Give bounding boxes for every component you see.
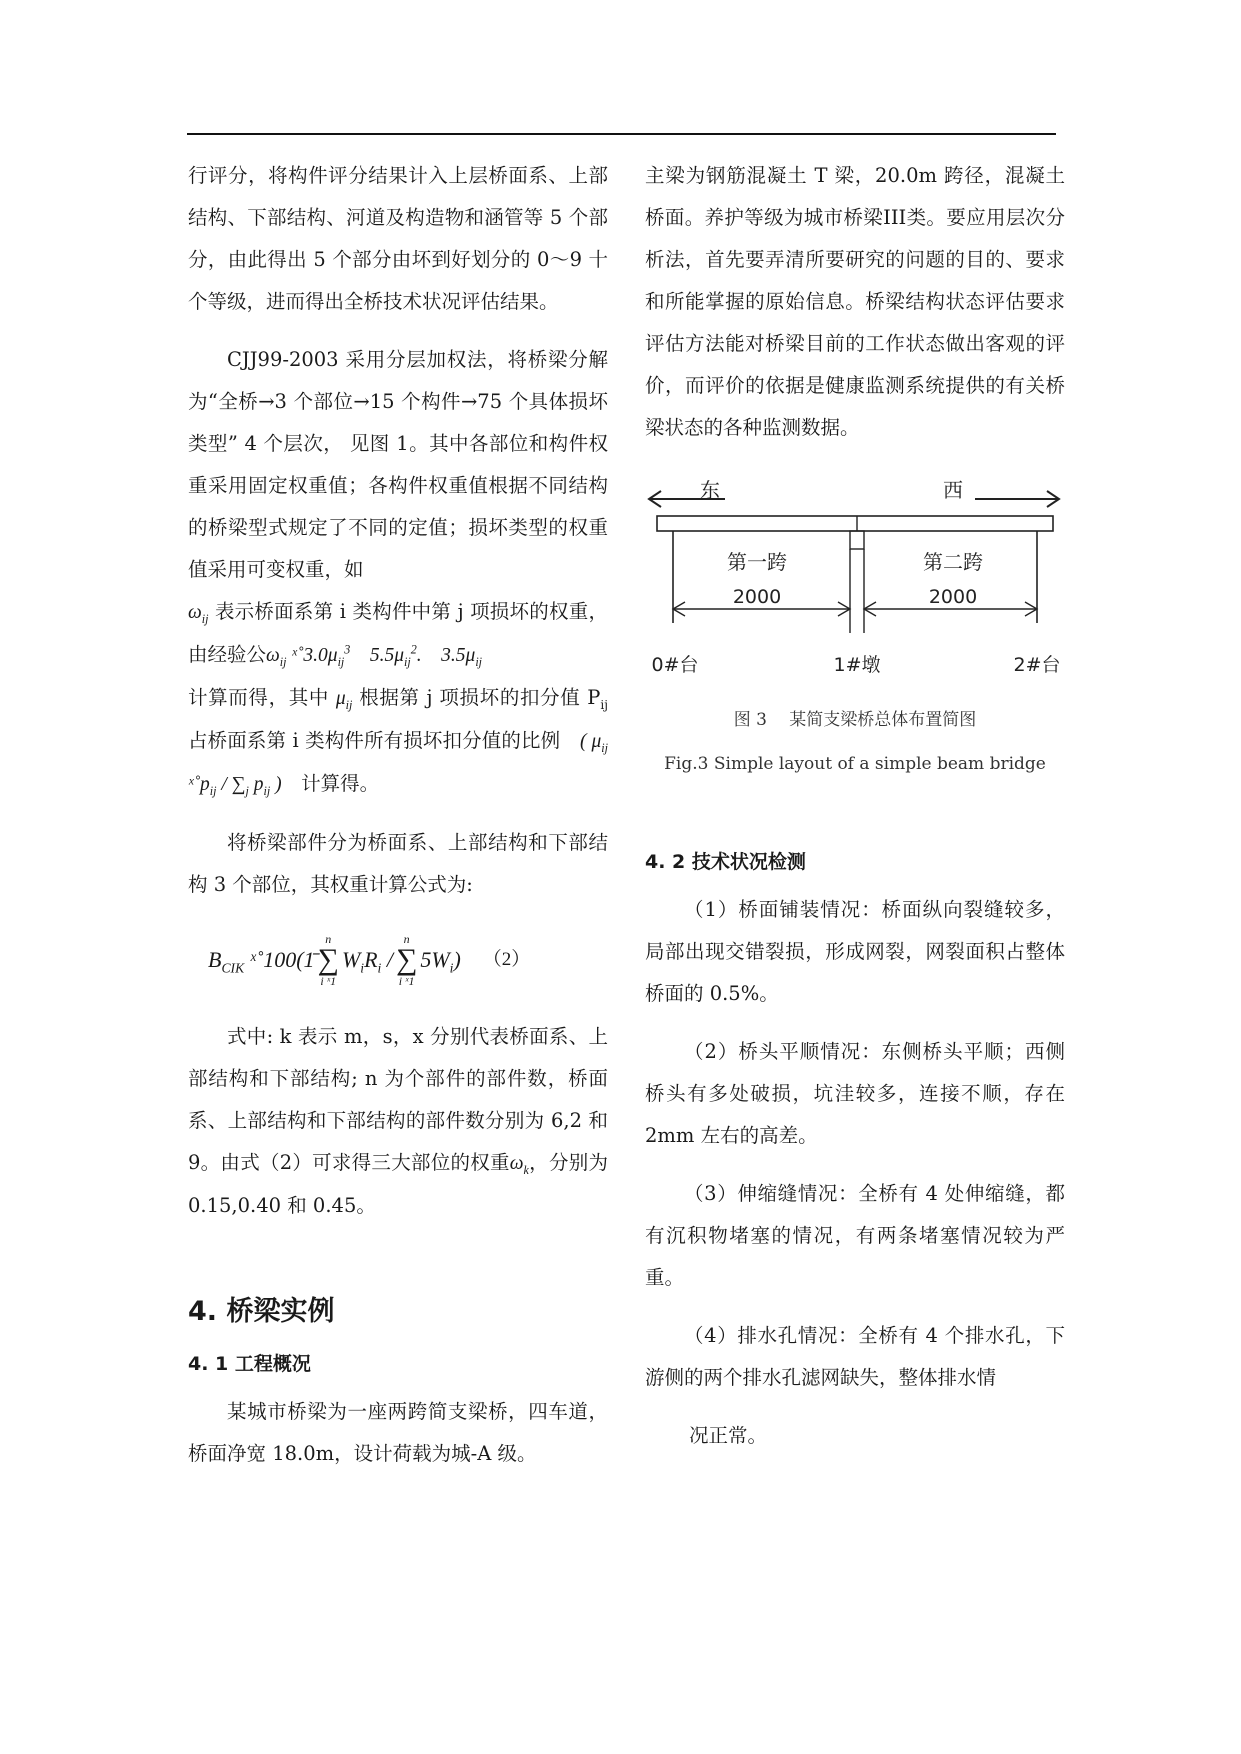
paragraph: 将桥梁部件分为桥面系、上部结构和下部结构 3 个部位，其权重计算公式为: <box>188 831 608 896</box>
paragraph-text: 表示桥面系第 i 类构件中第 j 项损坏的权重，由经验公 <box>188 600 608 666</box>
bridge-deck <box>657 516 1053 531</box>
sum-symbol: n ∑ i ˣ1 <box>317 932 339 988</box>
empirical-formula: $\omega_{ij}$ $ˣ˚3.0\mu_{ij}^3$ $5.5\mu_{ij}^2$. $3.5\mu_{ij}$ <box>266 642 483 669</box>
paragraph-text: 计算得。 <box>301 772 380 795</box>
formula-number: （2） <box>482 949 531 970</box>
bridge-layout-diagram <box>645 471 1065 691</box>
header-rule <box>187 133 1056 135</box>
section-heading: 4. 桥梁实例 <box>188 1296 335 1327</box>
left-column <box>188 155 608 1475</box>
right-column <box>645 155 1065 1457</box>
weight-formula <box>208 912 608 1008</box>
abutment-0-label: 0#台 <box>651 654 699 676</box>
list-item: （1）桥面铺装情况：桥面纵向裂缝较多，局部出现交错裂损，形成网裂，网裂面积占整体桥面的 0.5%。 <box>645 898 1065 1005</box>
weight-symbol: $\omega_{ij}$ <box>188 602 209 626</box>
sum-symbol: n ∑ i ˣ1 <box>395 932 418 988</box>
formula-lhs: $B_{CIK}$ ˣ˚100(1̄ <box>208 947 315 976</box>
list-item: （3）伸缩缝情况：全桥有 4 处伸缩缝，都有沉积物堵塞的情况，有两条堵塞情况较为严重。 <box>645 1182 1065 1289</box>
list-item-continuation: 况正常。 <box>689 1424 768 1447</box>
paragraph: CJJ99-2003 采用分层加权法，将桥梁分解为“全桥→3 个部位→15 个构件→75 个具体损坏类型” 4 个层次， 见图 1。其中各部位和构件权重采用固定权重值；各构件权重值根据不同结构的桥梁型式规定了不同的定值；损坏类型的权重值采用可变权重，如 $\omega_{ij}$ 表示桥面系第 i 类构件中第 j 项损坏的权重，由经验公$\omega_{ij}$ $ˣ˚3.0\mu_{ij}^3$ $5.5\mu_{ij}^2$. $3.5\mu_{ij}$ 计算而得，其中 $\mu_{ij}$ 根据第 j 项损坏的扣分值 $P_{ij}$占桥面系第 i 类构件所有损坏扣分值的比例 ( $\mu_{ij}$ $ˣ˚p_{ij} / \sum_j$ $p_{ij}$ ) 计算得。 <box>188 348 608 798</box>
paragraph-text: 根据第 j 项损坏的扣分值 P <box>359 686 601 709</box>
west-label: 西 <box>943 478 963 502</box>
span1-length: 2000 <box>732 586 782 608</box>
paragraph-text: CJJ99-2003 采用分层加权法，将桥梁分解为“全桥→3 个部位→15 个构件→75 个具体损坏类型” 4 个层次， 见图 1。其中各部位和构件权重采用固定权重值；各构件权重值根据不同结构的桥梁型式规定了不同的定值；损坏类型的权重值采用可变权重，如 <box>188 348 608 581</box>
paragraph-text: 式中: k 表示 m，s，x 分别代表桥面系、上部结构和下部结构; n 为个部件的部件数，桥面系、上部结构和下部结构的部件数分别为 6,2 和 9。由式（2）可求得三大部位的权重 <box>188 1025 608 1174</box>
list-item: （2）桥头平顺情况：东侧桥头平顺；西侧桥头有多处破损，坑洼较多，连接不顺，存在 2mm 左右的高差。 <box>645 1040 1065 1147</box>
subsection-heading: 4. 2 技术状况检测 <box>645 851 806 873</box>
paragraph <box>188 1016 608 1227</box>
span2-name: 第二跨 <box>923 550 983 574</box>
subsection-heading: 4. 1 工程概况 <box>188 1353 311 1375</box>
mu-symbol: $\mu_{ij}$ <box>335 688 353 712</box>
ratio-formula: ( $\mu_{ij}$ $ˣ˚p_{ij} / \sum_j$ $p_{ij}$ ) <box>188 731 608 798</box>
paragraph: 行评分，将构件评分结果计入上层桥面系、上部结构、下部结构、河道及构造物和涵管等 5 个部分，由此得出 5 个部分由坏到好划分的 0～9 十个等级，进而得出全桥技术状况评估结果。 <box>188 164 608 313</box>
paragraph-text: 占桥面系第 i 类构件所有损坏扣分值的比例 <box>188 729 561 752</box>
pier-1-label: 1#墩 <box>833 654 881 676</box>
pier-cap <box>850 531 864 549</box>
formula-term: $5W_i$) <box>420 947 461 976</box>
omega-k-symbol: $\omega_k$ <box>509 1153 529 1177</box>
east-label: 东 <box>700 478 720 502</box>
paragraph: 主梁为钢筋混凝土 T 梁，20.0m 跨径，混凝土桥面。养护等级为城市桥梁III类。要应用层次分析法，首先要弄清所要研究的问题的目的、要求和所能掌握的原始信息。桥梁结构状态评估要求评估方法能对桥梁目前的工作状态做出客观的评价，而评价的依据是健康监测系统提供的有关桥梁状态的各种监测数据。 <box>645 164 1065 439</box>
paragraph: 某城市桥梁为一座两跨简支梁桥，四车道，桥面净宽 18.0m，设计荷载为城-A 级。 <box>188 1400 608 1465</box>
figure-caption-cn: 图 3 某简支梁桥总体布置简图 <box>733 710 977 730</box>
abutment-2-label: 2#台 <box>1013 654 1061 676</box>
formula-term: $W_iR_i$ / <box>341 947 393 976</box>
span2-length: 2000 <box>928 586 978 608</box>
paragraph-text: ，分别为 0.15,0.40 和 0.45。 <box>188 1151 608 1217</box>
bridge-figure <box>645 471 1065 779</box>
paragraph-text: 计算而得，其中 <box>188 686 330 709</box>
list-item: （4）排水孔情况：全桥有 4 个排水孔，下游侧的两个排水孔滤网缺失，整体排水情 <box>645 1324 1065 1389</box>
figure-caption-en: Fig.3 Simple layout of a simple beam bridge <box>664 754 1046 774</box>
span1-name: 第一跨 <box>727 550 787 574</box>
